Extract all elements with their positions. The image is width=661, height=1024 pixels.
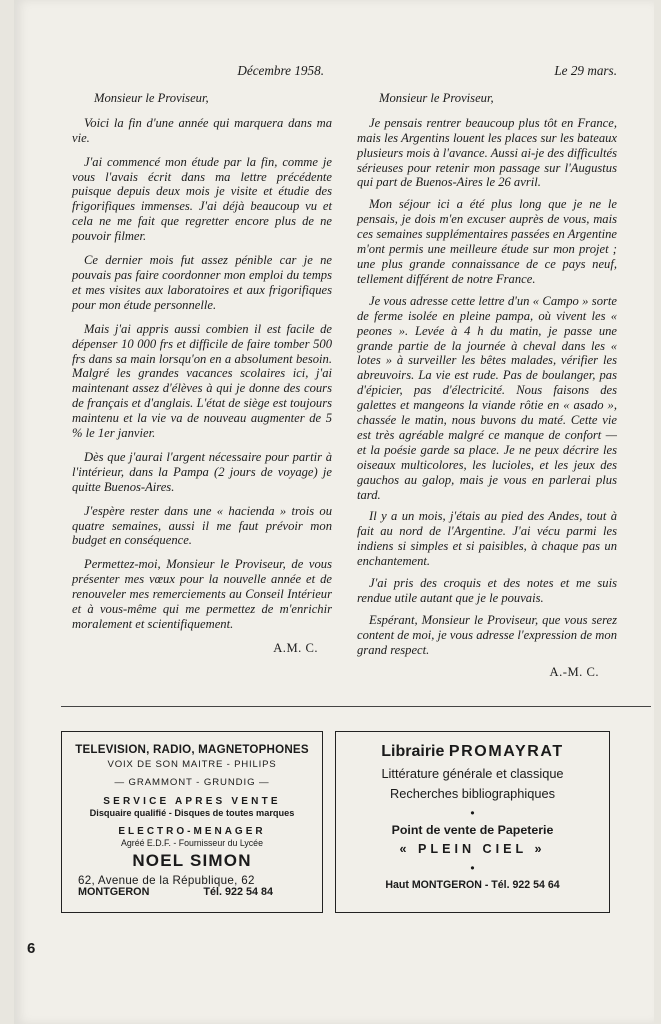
page [14,0,654,1024]
ad-disquaire: Disquaire qualifié - Disques de toutes marques [89,808,295,818]
letter-paragraph: Dès que j'aurai l'argent nécessaire pour partir à l'intérieur, dans la Pampa (2 jours de voyage) je quitte Buenos-Aires. [72,449,332,494]
right-letter [357,64,617,680]
ad-research: Recherches bibliographiques [389,786,556,801]
ad-headline: TELEVISION, RADIO, MAGNETOPHONES [75,743,309,756]
ad-electro: ELECTRO-MENAGER [118,826,266,837]
page-number: 6 [27,940,36,957]
ad-town-phone [62,886,322,898]
left-letter [72,64,332,656]
ad-town: MONTGERON [78,886,150,898]
ad-title [336,743,609,761]
letter-paragraph: J'espère rester dans une « hacienda » trois ou quatre semaines, aussi il me faut prévoir mon budget en conséquence. [72,503,332,548]
ad-phone: Tél. 922 54 84 [203,886,274,898]
letter-paragraph: J'ai pris des croquis et des notes et me suis rendue utile autant que je le pouvais. [357,576,617,605]
ad-plein-ciel: « PLEIN CIEL » [399,842,546,856]
letter-paragraph: Je pensais rentrer beaucoup plus tôt en France, mais les Argentins louent les places sur les bateaux plusieurs mois à l'avance. Aussi ai-je des difficultés sérieuses pour retenir mon passage sur l'Augustus qui part de Buenos-Aires le 26 avril. [357,115,617,190]
letter-greeting: Monsieur le Proviseur, [94,90,209,105]
divider-rule [61,706,651,707]
letter-paragraph: J'ai commencé mon étude par la fin, comme je vous l'avais écrit dans ma lettre précédente puisque depuis deux mois je visite et étudie des frigorifiques immenses. J'ai déjà beaucoup vu et cela ne me fait que regretter encore plus de ne pouvoir filmer. [72,154,332,244]
ad-title-name: PROMAYRAT [448,743,564,760]
ad-address: 62, Avenue de la République, 62 [78,874,255,887]
letter-paragraph: Voici la fin d'une année qui marquera dans ma vie. [72,115,332,145]
ad-service: SERVICE APRES VENTE [103,796,281,807]
ad-brands: VOIX DE SON MAITRE - PHILIPS [107,759,277,770]
letter-paragraph: Espérant, Monsieur le Proviseur, que vous serez content de moi, je vous adresse l'expression de mon grand respect. [357,612,617,657]
letter-paragraph: Mon séjour ici a été plus long que je ne le pensais, je dois m'en excuser auprès de vous, mais ces semaines supplémentaires passées en Argentine m'ont permis une meilleure étude sur mon projet ; une plus grande connaissance de ce pays neuf, tellement différent de notre France. [357,197,617,286]
ad-company-name: NOEL SIMON [132,851,252,870]
ad-literature: Littérature générale et classique [381,766,564,781]
ad-address-phone: Haut MONTGERON - Tél. 922 54 64 [385,879,560,891]
letter-signature: A.-M. C. [549,664,599,679]
letter-signature: A.M. C. [273,640,318,655]
ad-title-prefix: Librairie [381,743,445,760]
letter-greeting: Monsieur le Proviseur, [379,90,494,105]
letter-paragraph: Permettez-moi, Monsieur le Proviseur, de vous présenter mes vœux pour la nouvelle année et de renouveler mes remerciements au Conseil Intérieur et à vous-même qui me permettez de m'enrichir moralement et scientifiquement. [72,557,332,631]
letter-paragraph: Ce dernier mois fut assez pénible car je ne pouvais pas faire coordonner mon emploi du temps et mes visites aux laboratoires et aux frigorifiques pour mon étude personnelle. [72,253,332,312]
letter-date: Le 29 mars. [554,63,617,78]
letter-date: Décembre 1958. [237,63,324,78]
ad-papeterie: Point de vente de Papeterie [391,823,554,837]
letter-paragraph: Il y a un mois, j'étais au pied des Andes, tout à fait au nord de l'Argentine. J'ai vécu parmi les indiens si simples et si paisibles, à chaque pas un enchantement. [357,509,617,569]
advertisement-noel-simon [61,731,323,913]
letter-paragraph: Mais j'ai appris aussi combien il est facile de dépenser 10 000 frs et difficile de faire tomber 500 frs dans sa main lorsqu'on en a absolument besoin. Malgré les grandes vacances scolaires ici, j'ai maintenant assez d'élèves à qui je donne des cours de français et d'anglais. L'état de siège est toujours maintenu et la vie va de nouveau augmenter de 5 % le 1er janvier. [72,321,332,441]
letter-paragraph: Je vous adresse cette lettre d'un « Campo » sorte de ferme isolée en pleine pampa, où vivent les « peones ». Levée à 4 h du matin, je passe une grande partie de la journée à cheval dans les « lotes » à surveiller les bêtes malades, vérifier les abreuvoirs. La vie est rude. Pas de boulanger, pas d'épicier, pas d'électricité. Nous faisons des galettes et mangeons la viande rôtie en « asado », chassée le matin, nous buvons du maté. Cette vie est très agréable malgré ce manque de confort — et la poésie garde sa place. Je ne peux décrire les oiseaux multicolores, les lucioles, et les jeux des gauchos au galop, mais je vous en parlerai plus tard. [357,293,617,502]
ad-agree: Agréé E.D.F. - Fournisseur du Lycée [121,838,263,848]
bullet-icon: • [470,806,475,820]
ad-brands-secondary: — GRAMMONT - GRUNDIG — [114,777,270,788]
bullet-icon: • [470,861,475,875]
advertisement-promayrat [335,731,610,913]
